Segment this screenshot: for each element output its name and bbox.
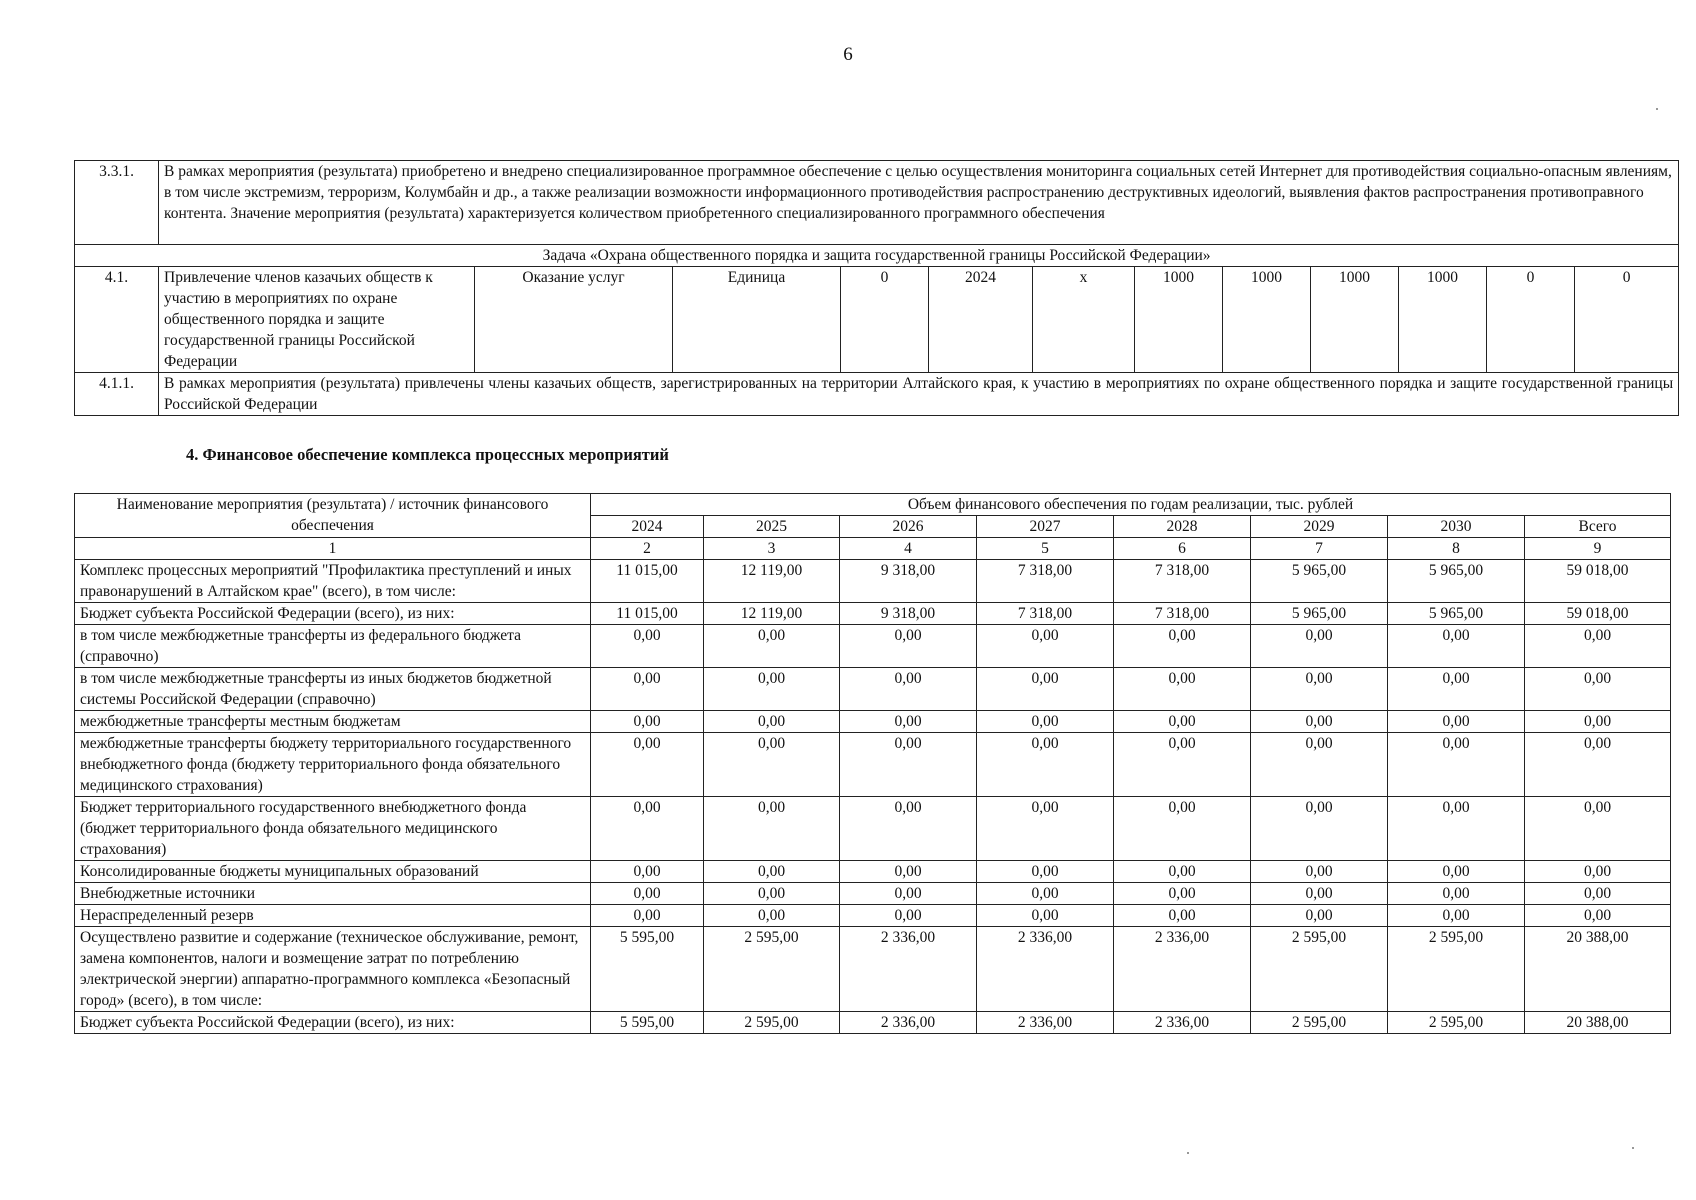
amount-cell: 0,00 — [840, 905, 977, 927]
value-cell: 0 — [1575, 267, 1679, 373]
header-volume: Объем финансового обеспечения по годам реализации, тыс. рублей — [591, 494, 1671, 516]
table-row — [75, 267, 1679, 373]
row-name: Осуществлено развитие и содержание (техническое обслуживание, ремонт, замена компонентов, налоги и возмещение затрат по потреблению электрической энергии) аппаратно-программного комплекса «Безопасный город» (всего), в том числе: — [75, 927, 591, 1012]
amount-cell: 20 388,00 — [1525, 927, 1671, 1012]
table-row — [75, 711, 1671, 733]
base-year: 2024 — [929, 267, 1033, 373]
row-name: Бюджет субъекта Российской Федерации (всего), из них: — [75, 1012, 591, 1034]
value-cell: 0 — [1487, 267, 1575, 373]
amount-cell: 0,00 — [704, 797, 840, 861]
table-row — [75, 861, 1671, 883]
amount-cell: 0,00 — [977, 733, 1114, 797]
amount-cell: 0,00 — [591, 861, 704, 883]
table-row — [75, 797, 1671, 861]
year-header: 2026 — [840, 516, 977, 538]
amount-cell: 0,00 — [1114, 861, 1251, 883]
amount-cell: 11 015,00 — [591, 603, 704, 625]
row-name: Консолидированные бюджеты муниципальных образований — [75, 861, 591, 883]
amount-cell: 2 595,00 — [1388, 927, 1525, 1012]
amount-cell: 2 336,00 — [1114, 1012, 1251, 1034]
column-number: 3 — [704, 538, 840, 560]
value-cell: 1000 — [1311, 267, 1399, 373]
total-header: Всего — [1525, 516, 1671, 538]
table-row — [75, 625, 1671, 668]
row-name: Комплекс процессных мероприятий "Профилактика преступлений и иных правонарушений в Алтайском крае" (всего), в том числе: — [75, 560, 591, 603]
base-value: 0 — [841, 267, 929, 373]
page-number: 6 — [843, 44, 853, 65]
table-row — [75, 905, 1671, 927]
amount-cell: 0,00 — [1114, 668, 1251, 711]
amount-cell: 0,00 — [1388, 625, 1525, 668]
amount-cell: 5 965,00 — [1251, 603, 1388, 625]
table-row — [75, 603, 1671, 625]
amount-cell: 0,00 — [1114, 625, 1251, 668]
amount-cell: 7 318,00 — [1114, 603, 1251, 625]
row-name: Нераспределенный резерв — [75, 905, 591, 927]
amount-cell: 2 595,00 — [704, 927, 840, 1012]
section-title: 4. Финансовое обеспечение комплекса процессных мероприятий — [186, 445, 669, 464]
amount-cell: 0,00 — [1525, 668, 1671, 711]
amount-cell: 9 318,00 — [840, 560, 977, 603]
amount-cell: 2 336,00 — [840, 1012, 977, 1034]
indicators-table — [74, 160, 1679, 416]
amount-cell: 0,00 — [1525, 861, 1671, 883]
amount-cell: 0,00 — [1251, 861, 1388, 883]
table-row — [75, 883, 1671, 905]
amount-cell: 0,00 — [1114, 883, 1251, 905]
column-number: 7 — [1251, 538, 1388, 560]
value-cell: x — [1033, 267, 1135, 373]
amount-cell: 7 318,00 — [1114, 560, 1251, 603]
row-description: В рамках мероприятия (результата) привлечены члены казачьих обществ, зарегистрированных на территории Алтайского края, к участию в мероприятиях по охране общественного порядка и защите государственной границы Российской Федерации — [159, 373, 1679, 416]
amount-cell: 2 336,00 — [840, 927, 977, 1012]
amount-cell: 0,00 — [591, 733, 704, 797]
row-name: в том числе межбюджетные трансферты из федерального бюджета (справочно) — [75, 625, 591, 668]
year-header: 2028 — [1114, 516, 1251, 538]
amount-cell: 11 015,00 — [591, 560, 704, 603]
amount-cell: 0,00 — [591, 883, 704, 905]
amount-cell: 7 318,00 — [977, 560, 1114, 603]
amount-cell: 0,00 — [840, 711, 977, 733]
table-row — [75, 1012, 1671, 1034]
amount-cell: 0,00 — [1251, 905, 1388, 927]
amount-cell: 0,00 — [1525, 733, 1671, 797]
amount-cell: 2 336,00 — [977, 927, 1114, 1012]
amount-cell: 2 595,00 — [1251, 927, 1388, 1012]
amount-cell: 0,00 — [704, 733, 840, 797]
table-row — [75, 560, 1671, 603]
amount-cell: 20 388,00 — [1525, 1012, 1671, 1034]
row-number: 3.3.1. — [75, 161, 159, 245]
amount-cell: 0,00 — [591, 625, 704, 668]
amount-cell: 0,00 — [591, 797, 704, 861]
amount-cell: 0,00 — [1388, 905, 1525, 927]
value-cell: 1000 — [1135, 267, 1223, 373]
row-name: межбюджетные трансферты бюджету территориального государственного внебюджетного фонда (бюджету территориального фонда обязательного медицинского страхования) — [75, 733, 591, 797]
row-name: Внебюджетные источники — [75, 883, 591, 905]
unit: Единица — [673, 267, 841, 373]
amount-cell: 0,00 — [1251, 883, 1388, 905]
amount-cell: 2 595,00 — [1388, 1012, 1525, 1034]
event-name: Привлечение членов казачьих обществ к участию в мероприятиях по охране общественного порядка и защите государственной границы Российской Федерации — [159, 267, 475, 373]
amount-cell: 0,00 — [1525, 797, 1671, 861]
amount-cell: 0,00 — [591, 905, 704, 927]
amount-cell: 0,00 — [1251, 668, 1388, 711]
year-header: 2030 — [1388, 516, 1525, 538]
amount-cell: 5 595,00 — [591, 927, 704, 1012]
amount-cell: 0,00 — [1525, 625, 1671, 668]
amount-cell: 5 965,00 — [1251, 560, 1388, 603]
year-header: 2027 — [977, 516, 1114, 538]
row-number: 4.1.1. — [75, 373, 159, 416]
amount-cell: 7 318,00 — [977, 603, 1114, 625]
amount-cell: 0,00 — [1114, 797, 1251, 861]
column-number: 5 — [977, 538, 1114, 560]
amount-cell: 59 018,00 — [1525, 603, 1671, 625]
amount-cell: 0,00 — [840, 883, 977, 905]
column-number: 1 — [75, 538, 591, 560]
column-number: 4 — [840, 538, 977, 560]
value-cell: 1000 — [1223, 267, 1311, 373]
header-name: Наименование мероприятия (результата) / источник финансового обеспечения — [75, 494, 591, 538]
amount-cell: 0,00 — [977, 883, 1114, 905]
amount-cell: 12 119,00 — [704, 560, 840, 603]
task-heading: Задача «Охрана общественного порядка и защита государственной границы Российской Федерации» — [75, 245, 1679, 267]
amount-cell: 0,00 — [704, 625, 840, 668]
amount-cell: 0,00 — [977, 711, 1114, 733]
row-name: Бюджет территориального государственного внебюджетного фонда (бюджет территориального фонда обязательного медицинского страхования) — [75, 797, 591, 861]
amount-cell: 0,00 — [1251, 711, 1388, 733]
row-name: Бюджет субъекта Российской Федерации (всего), из них: — [75, 603, 591, 625]
financing-table — [74, 493, 1671, 1034]
amount-cell: 0,00 — [977, 861, 1114, 883]
column-number: 2 — [591, 538, 704, 560]
amount-cell: 0,00 — [704, 883, 840, 905]
amount-cell: 0,00 — [840, 733, 977, 797]
amount-cell: 0,00 — [1251, 625, 1388, 668]
table-row — [75, 373, 1679, 416]
table-row — [75, 733, 1671, 797]
column-number: 6 — [1114, 538, 1251, 560]
year-header: 2029 — [1251, 516, 1388, 538]
amount-cell: 0,00 — [704, 861, 840, 883]
amount-cell: 0,00 — [1388, 733, 1525, 797]
table-row — [75, 927, 1671, 1012]
value-cell: 1000 — [1399, 267, 1487, 373]
amount-cell: 2 336,00 — [1114, 927, 1251, 1012]
amount-cell: 0,00 — [591, 668, 704, 711]
column-numbers-row — [75, 538, 1671, 560]
amount-cell: 0,00 — [977, 668, 1114, 711]
amount-cell: 0,00 — [840, 668, 977, 711]
amount-cell: 59 018,00 — [1525, 560, 1671, 603]
scan-speck — [1187, 1152, 1189, 1154]
table-row — [75, 668, 1671, 711]
scan-speck — [1632, 1147, 1634, 1149]
row-name: в том числе межбюджетные трансферты из иных бюджетов бюджетной системы Российской Федерации (справочно) — [75, 668, 591, 711]
amount-cell: 0,00 — [1251, 797, 1388, 861]
amount-cell: 0,00 — [840, 797, 977, 861]
amount-cell: 0,00 — [977, 905, 1114, 927]
scan-speck — [1656, 108, 1658, 110]
column-number: 9 — [1525, 538, 1671, 560]
amount-cell: 5 595,00 — [591, 1012, 704, 1034]
amount-cell: 2 595,00 — [1251, 1012, 1388, 1034]
amount-cell: 2 336,00 — [977, 1012, 1114, 1034]
row-name: межбюджетные трансферты местным бюджетам — [75, 711, 591, 733]
amount-cell: 0,00 — [1388, 668, 1525, 711]
amount-cell: 5 965,00 — [1388, 560, 1525, 603]
column-number: 8 — [1388, 538, 1525, 560]
amount-cell: 0,00 — [704, 905, 840, 927]
amount-cell: 0,00 — [1388, 797, 1525, 861]
year-header: 2025 — [704, 516, 840, 538]
amount-cell: 0,00 — [704, 711, 840, 733]
amount-cell: 0,00 — [1525, 883, 1671, 905]
amount-cell: 9 318,00 — [840, 603, 977, 625]
amount-cell: 0,00 — [1114, 905, 1251, 927]
amount-cell: 0,00 — [1388, 711, 1525, 733]
amount-cell: 0,00 — [840, 625, 977, 668]
amount-cell: 2 595,00 — [704, 1012, 840, 1034]
amount-cell: 5 965,00 — [1388, 603, 1525, 625]
row-number: 4.1. — [75, 267, 159, 373]
amount-cell: 0,00 — [1114, 711, 1251, 733]
amount-cell: 0,00 — [977, 625, 1114, 668]
task-heading-row — [75, 245, 1679, 267]
header-row — [75, 494, 1671, 516]
amount-cell: 0,00 — [704, 668, 840, 711]
table-row — [75, 161, 1679, 245]
event-type: Оказание услуг — [475, 267, 673, 373]
amount-cell: 0,00 — [1251, 733, 1388, 797]
amount-cell: 0,00 — [591, 711, 704, 733]
row-description: В рамках мероприятия (результата) приобретено и внедрено специализированное программное обеспечение с целью осуществления мониторинга социальных сетей Интернет для противодействия социально-опасным явлениям, в том числе экстремизм, терроризм, Колумбайн и др., а также реализации возможности информационного противодействия распространению деструктивных идеологий, выявления фактов распространения противоправного контента. Значение мероприятия (результата) характеризуется количеством приобретенного специализированного программного обеспечения — [159, 161, 1679, 245]
amount-cell: 0,00 — [977, 797, 1114, 861]
amount-cell: 0,00 — [1525, 905, 1671, 927]
amount-cell: 0,00 — [1525, 711, 1671, 733]
amount-cell: 0,00 — [1114, 733, 1251, 797]
amount-cell: 0,00 — [1388, 861, 1525, 883]
year-header: 2024 — [591, 516, 704, 538]
amount-cell: 12 119,00 — [704, 603, 840, 625]
amount-cell: 0,00 — [1388, 883, 1525, 905]
amount-cell: 0,00 — [840, 861, 977, 883]
